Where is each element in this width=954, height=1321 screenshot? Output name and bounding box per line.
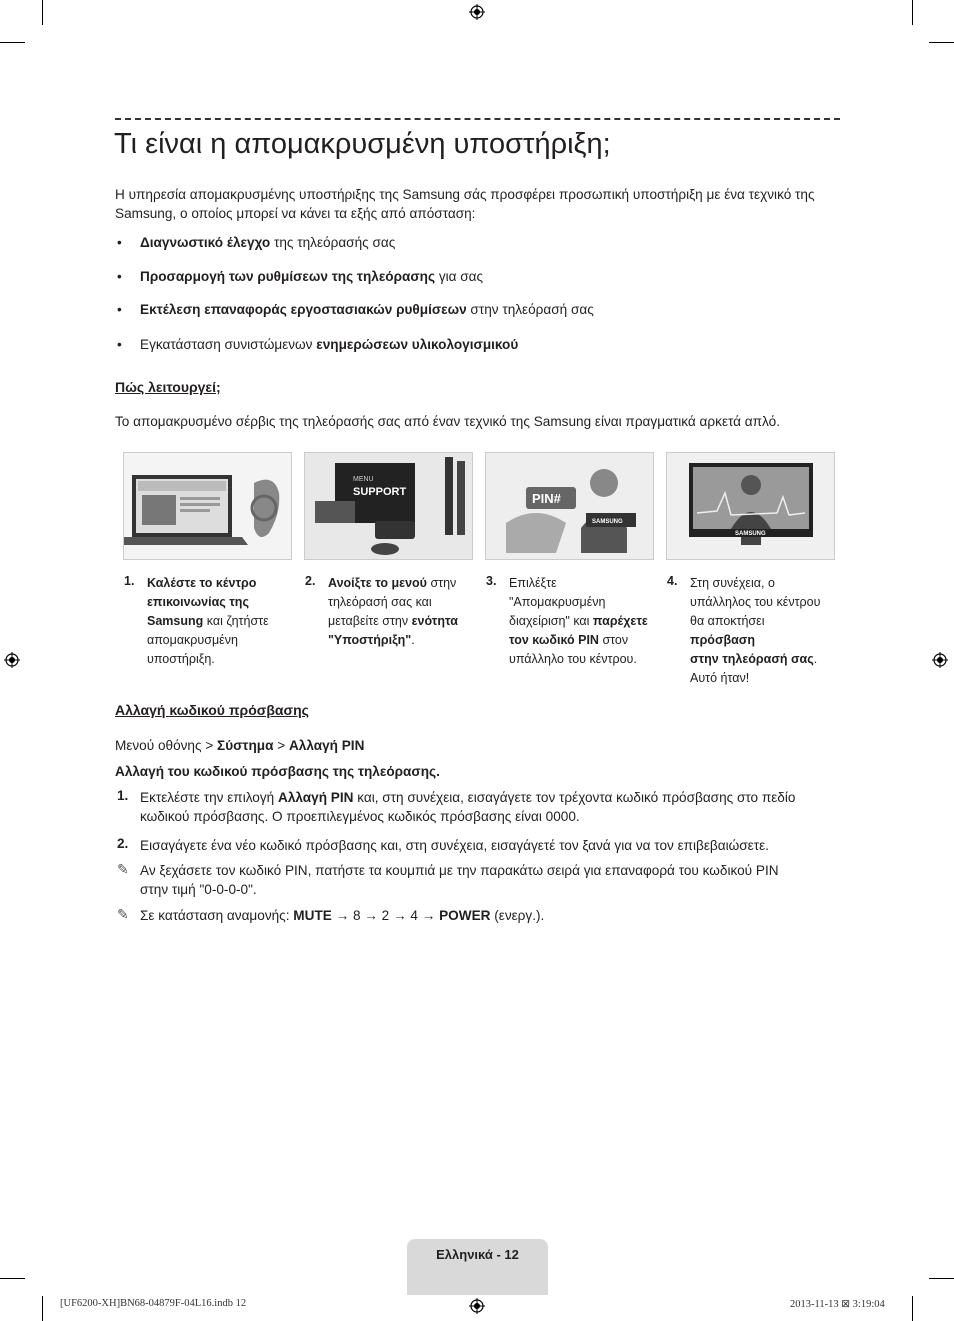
crop-mark	[0, 42, 25, 43]
tv-agent-screen-illustration	[666, 452, 835, 560]
list-number: 1.	[117, 788, 129, 803]
step-3-text: Επιλέξτε "Απομακρυσμένη διαχείριση" και παρέχετε τον κωδικό PIN στον υπάλληλο του κέντρου.	[509, 576, 648, 666]
page-number: Ελληνικά - 12	[436, 1247, 519, 1262]
imprint-date: 2013-11-13 ⊠ 3:19:04	[790, 1299, 885, 1310]
brand-label: SAMSUNG	[735, 531, 766, 537]
bullet-dot: •	[117, 302, 122, 317]
crop-mark	[929, 1278, 954, 1279]
how-heading: Πώς λειτουργεί;	[115, 379, 221, 395]
bullet-item: Προσαρμογή των ρυθμίσεων της τηλεόρασης για σας	[140, 269, 484, 284]
registration-mark-icon	[932, 652, 948, 668]
crop-mark	[929, 42, 954, 43]
step-number: 4.	[667, 574, 678, 588]
tv-menu-support-illustration	[304, 452, 473, 560]
menu-label: MENU	[353, 476, 374, 483]
bullet-item: Εκτέλεση επαναφοράς εργοστασιακών ρυθμίσεων στην τηλεόρασή σας	[140, 302, 594, 317]
crop-mark	[912, 0, 913, 25]
pin-support-agent-illustration	[485, 452, 654, 560]
registration-mark-icon	[469, 1298, 485, 1314]
step-2-text: Ανοίξτε το μενού στην τηλεόρασή σας και μεταβείτε στην ενότητα "Υποστήριξη".	[328, 576, 458, 647]
step-1-text: Καλέστε το κέντρο επικοινωνίας της Samsung και ζητήστε απομακρυσμένη υποστήριξη.	[147, 576, 269, 666]
password-subtitle: Αλλαγή του κωδικού πρόσβασης της τηλεόρασης.	[115, 764, 440, 779]
brand-label: SAMSUNG	[592, 519, 623, 525]
registration-mark-icon	[469, 4, 485, 20]
password-heading: Αλλαγή κωδικού πρόσβασης	[115, 702, 309, 718]
bullet-dot: •	[117, 235, 122, 250]
note-pencil-icon: ✎	[117, 861, 129, 877]
intro-line-2: Samsung, ο οποίος μπορεί να κάνει τα εξής από απόσταση:	[115, 206, 476, 221]
imprint-file: [UF6200-XH]BN68-04879F-04L16.indb 12	[60, 1298, 247, 1309]
bullet-item: Εγκατάσταση συνιστώμενων ενημερώσεων υλικολογισμικού	[140, 337, 519, 352]
crop-mark	[42, 1296, 43, 1321]
note-1: Αν ξεχάσετε τον κωδικό PIN, πατήστε τα κουμπιά με την παρακάτω σειρά για επαναφορά του κωδικού PIN στην τιμή "0-0-0-0".	[140, 863, 779, 897]
how-text: Το απομακρυσμένο σέρβις της τηλεόρασής σας από έναν τεχνικό της Samsung είναι πραγματικά αρκετά απλό.	[115, 414, 780, 429]
page-title: Τι είναι η απομακρυσμένη υποστήριξη;	[114, 128, 611, 160]
crop-mark	[0, 1278, 25, 1279]
registration-mark-icon	[4, 652, 20, 668]
menu-path: Μενού οθόνης > Σύστημα > Αλλαγή PIN	[115, 738, 365, 753]
list-number: 2.	[117, 836, 129, 851]
password-step-2: Εισαγάγετε ένα νέο κωδικό πρόσβασης και, στη συνέχεια, εισαγάγετέ τον ξανά για να τον επιβεβαιώσετε.	[140, 838, 769, 853]
support-label: SUPPORT	[353, 486, 407, 498]
password-step-1: Εκτελέστε την επιλογή Αλλαγή PIN και, στη συνέχεια, εισαγάγετε τον τρέχοντα κωδικό πρόσβασης στο πεδίο κωδικού πρόσβασης. Ο προεπιλεγμένος κωδικός πρόσβασης είναι 0000.	[140, 790, 796, 824]
bullet-dot: •	[117, 269, 122, 284]
step-number: 1.	[124, 574, 135, 588]
bullet-dot: •	[117, 337, 122, 352]
step-number: 2.	[305, 574, 316, 588]
title-divider	[115, 118, 840, 120]
intro-line-1: Η υπηρεσία απομακρυσμένης υποστήριξης της Samsung σάς προσφέρει προσωπική υποστήριξη με ένα τεχνικό της	[115, 187, 815, 202]
pin-label: PIN#	[532, 491, 561, 506]
note-2: Σε κατάσταση αναμονής: MUTE → 8 → 2 → 4 → POWER (ενεργ.).	[140, 908, 545, 923]
step-number: 3.	[486, 574, 497, 588]
laptop-phone-illustration	[123, 452, 292, 560]
note-pencil-icon: ✎	[117, 906, 129, 922]
step-4-text: Στη συνέχεια, ο υπάλληλος του κέντρου θα αποκτήσει πρόσβαση στην τηλεόρασή σας. Αυτό ήταν!	[690, 576, 821, 685]
bullet-item: Διαγνωστικό έλεγχο της τηλεόρασής σας	[140, 235, 396, 250]
crop-mark	[912, 1296, 913, 1321]
crop-mark	[42, 0, 43, 25]
